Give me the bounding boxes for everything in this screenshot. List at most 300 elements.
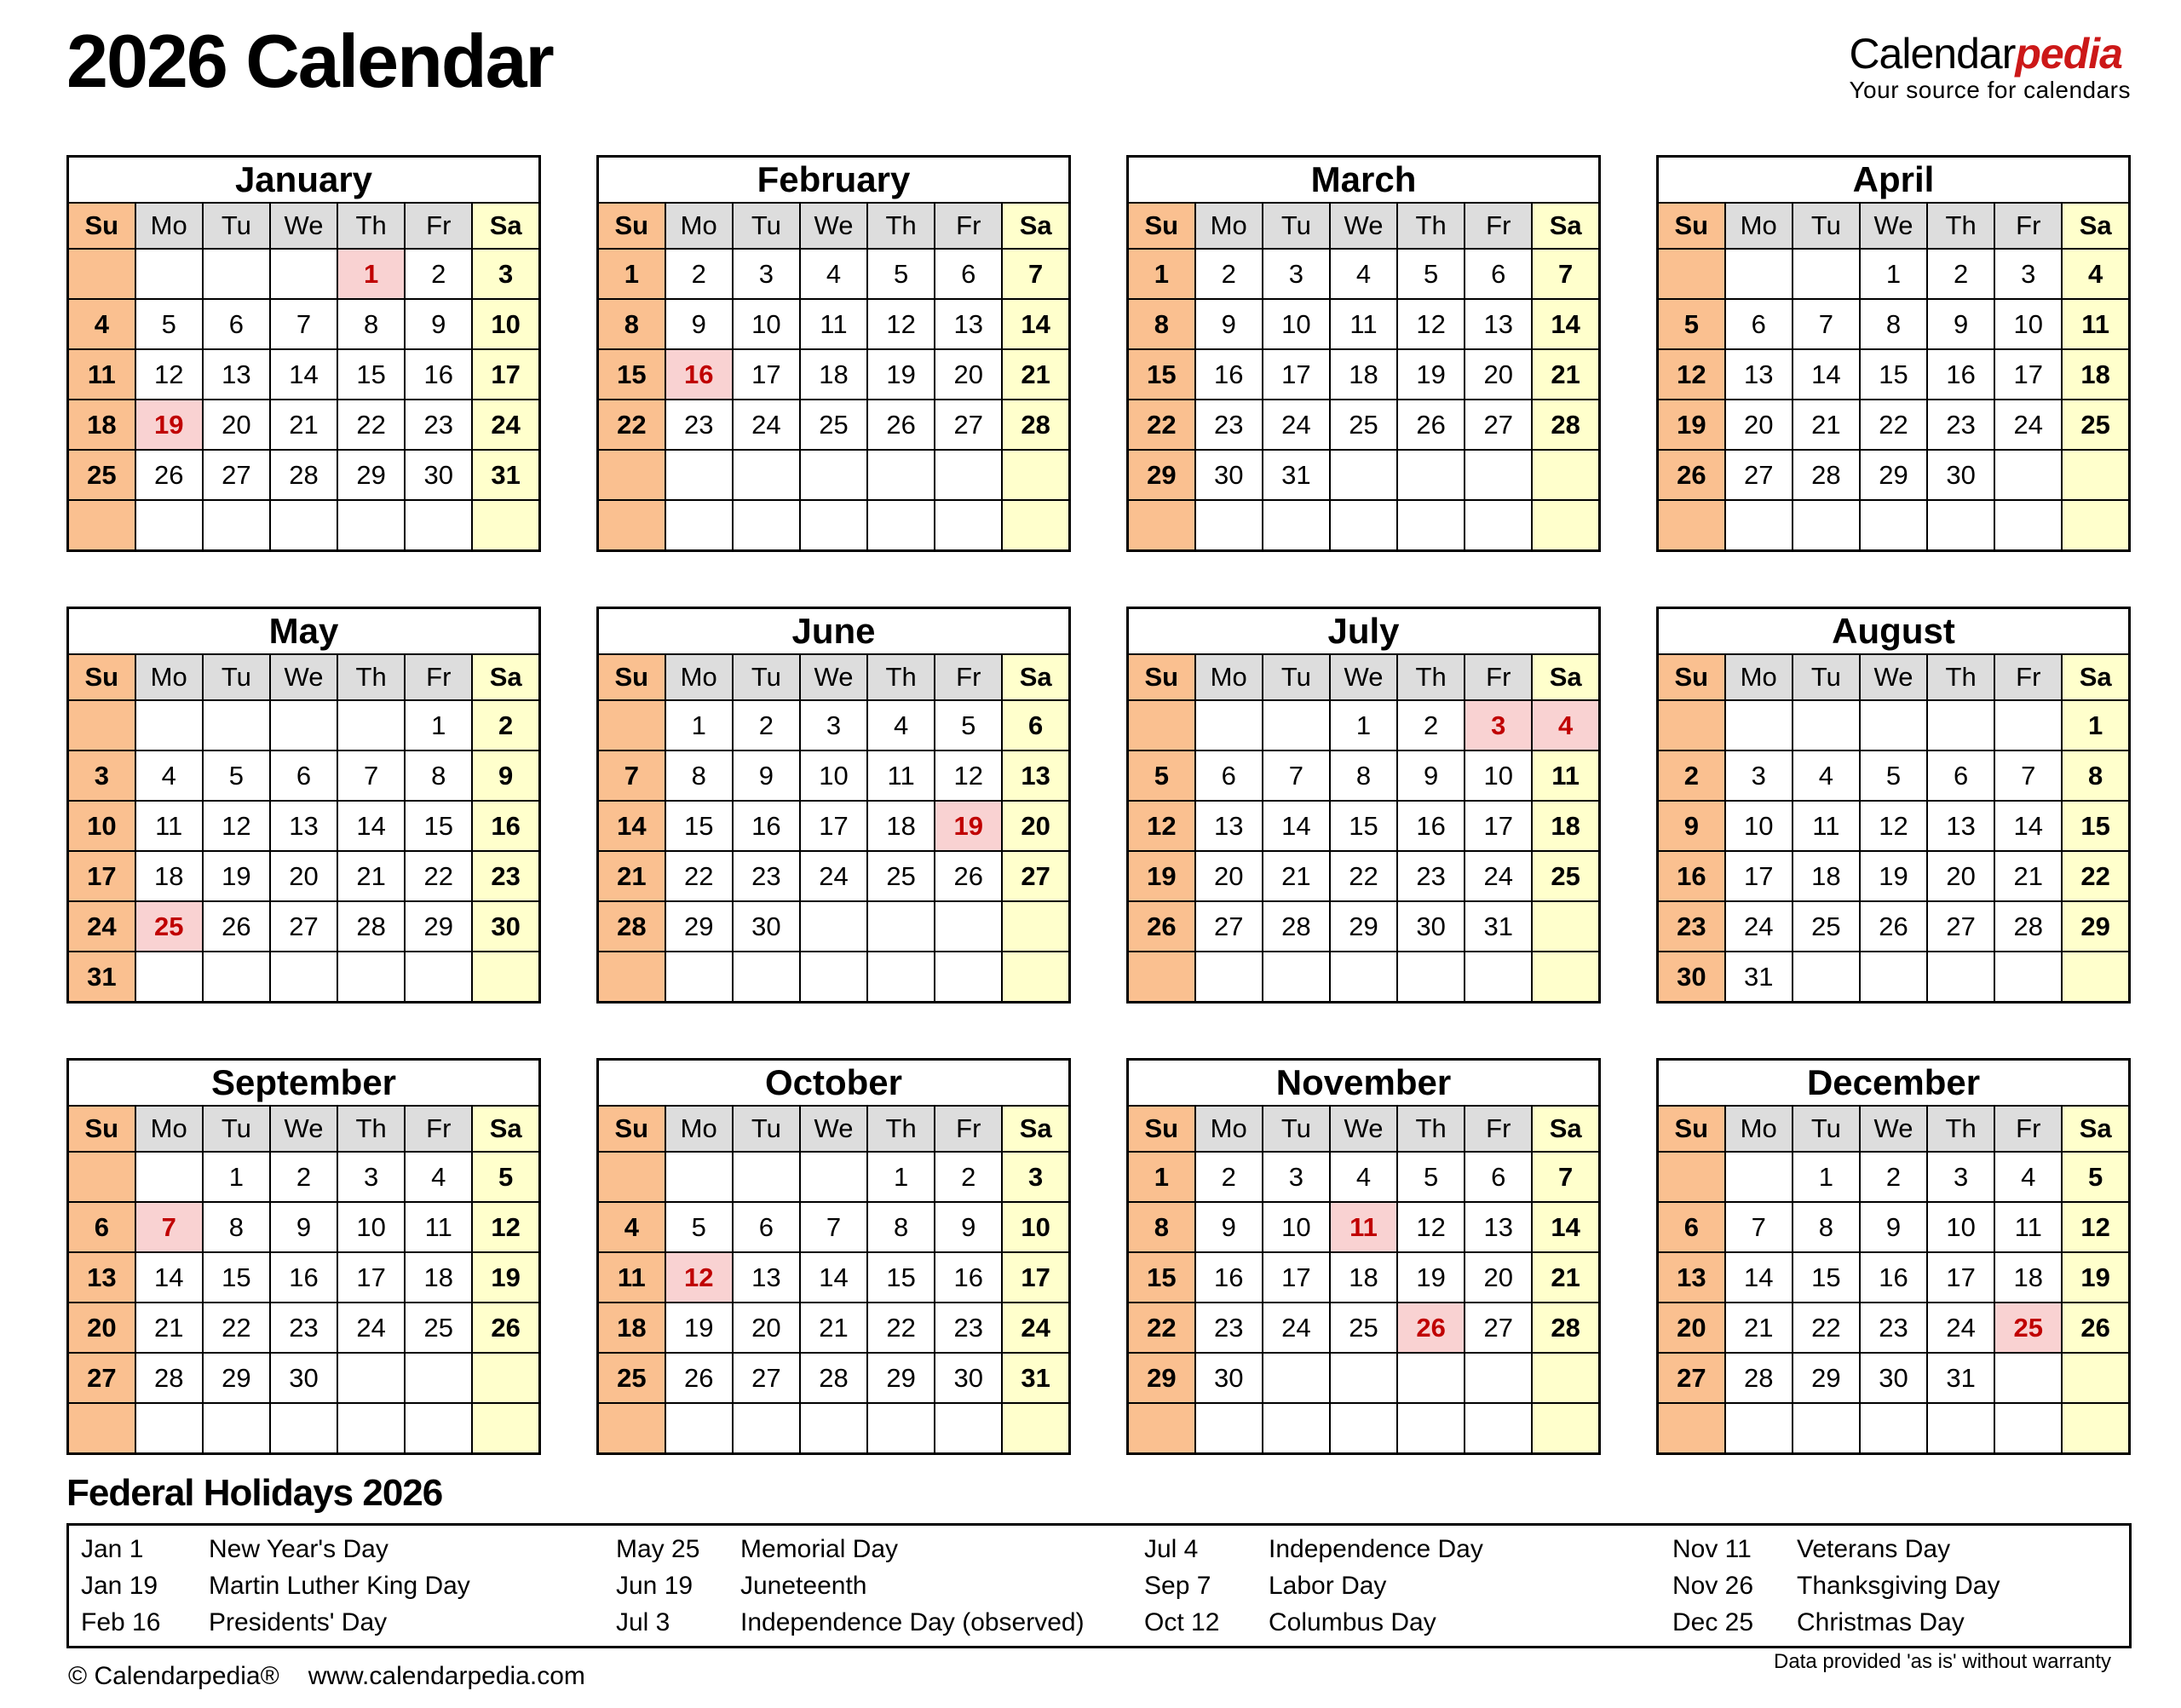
day-header-su: Su — [598, 1106, 665, 1152]
day-cell: 25 — [867, 851, 935, 901]
day-cell: 5 — [1860, 750, 1927, 801]
empty-day-cell — [1725, 249, 1793, 299]
day-cell: 8 — [2062, 750, 2129, 801]
empty-day-cell — [867, 901, 935, 952]
calendarpedia-logo — [1849, 24, 2131, 102]
day-header-tu: Tu — [733, 1106, 800, 1152]
day-cell: 4 — [867, 700, 935, 750]
holiday-name: Columbus Day — [1269, 1608, 1436, 1636]
empty-day-cell — [1725, 500, 1793, 551]
day-cell: 13 — [1725, 349, 1793, 400]
holiday-day-cell: 11 — [1330, 1202, 1397, 1252]
day-cell: 29 — [203, 1353, 270, 1403]
day-cell: 2 — [1927, 249, 1994, 299]
empty-day-cell — [1128, 952, 1195, 1003]
holiday-day-cell: 4 — [1532, 700, 1599, 750]
holiday-date: Jan 1 — [81, 1535, 144, 1563]
day-header-fr: Fr — [1465, 1106, 1532, 1152]
day-header-fr: Fr — [405, 203, 472, 249]
month-title: June — [598, 608, 1070, 655]
empty-day-cell — [1532, 901, 1599, 952]
day-cell: 9 — [1927, 299, 1994, 349]
empty-day-cell — [1465, 1353, 1532, 1403]
empty-day-cell — [1330, 1403, 1397, 1454]
day-cell: 27 — [1465, 400, 1532, 450]
day-header-th: Th — [867, 203, 935, 249]
day-cell: 3 — [1002, 1152, 1069, 1202]
empty-day-cell — [800, 450, 867, 500]
day-header-sa: Sa — [472, 203, 539, 249]
month-title: April — [1658, 157, 2130, 204]
day-cell: 28 — [1994, 901, 2062, 952]
day-header-mo: Mo — [135, 654, 203, 700]
day-header-mo: Mo — [135, 1106, 203, 1152]
day-cell: 5 — [2062, 1152, 2129, 1202]
empty-day-cell — [270, 500, 337, 551]
holiday-date: May 25 — [616, 1535, 700, 1563]
day-cell: 15 — [1128, 349, 1195, 400]
day-cell: 2 — [405, 249, 472, 299]
empty-day-cell — [1927, 1403, 1994, 1454]
holiday-day-cell: 19 — [935, 801, 1002, 851]
empty-day-cell — [472, 500, 539, 551]
day-cell: 22 — [665, 851, 733, 901]
day-header-we: We — [270, 203, 337, 249]
day-cell: 25 — [2062, 400, 2129, 450]
day-cell: 10 — [1994, 299, 2062, 349]
day-header-fr: Fr — [935, 203, 1002, 249]
empty-day-cell — [135, 500, 203, 551]
day-cell: 3 — [68, 750, 135, 801]
day-cell: 6 — [1195, 750, 1263, 801]
day-cell: 20 — [1927, 851, 1994, 901]
page-header — [0, 0, 2181, 128]
day-header-su: Su — [598, 203, 665, 249]
day-cell: 14 — [270, 349, 337, 400]
day-cell: 28 — [1532, 400, 1599, 450]
empty-day-cell — [1725, 1152, 1793, 1202]
day-cell: 8 — [1793, 1202, 1860, 1252]
day-cell: 8 — [337, 299, 405, 349]
day-cell: 27 — [1465, 1303, 1532, 1353]
day-cell: 3 — [800, 700, 867, 750]
empty-day-cell — [665, 1152, 733, 1202]
empty-day-cell — [733, 450, 800, 500]
day-cell: 13 — [1002, 750, 1069, 801]
day-cell: 10 — [472, 299, 539, 349]
day-header-sa: Sa — [1532, 654, 1599, 700]
holiday-date: Nov 11 — [1672, 1535, 1752, 1563]
empty-day-cell — [337, 1353, 405, 1403]
day-cell: 23 — [1927, 400, 1994, 450]
day-header-mo: Mo — [1725, 1106, 1793, 1152]
day-cell: 24 — [1927, 1303, 1994, 1353]
empty-day-cell — [68, 1152, 135, 1202]
day-cell: 9 — [1658, 801, 1725, 851]
day-cell: 2 — [472, 700, 539, 750]
day-cell: 17 — [1994, 349, 2062, 400]
day-cell: 8 — [405, 750, 472, 801]
day-cell: 25 — [68, 450, 135, 500]
day-cell: 31 — [68, 952, 135, 1003]
day-cell: 30 — [1860, 1353, 1927, 1403]
day-cell: 24 — [472, 400, 539, 450]
empty-day-cell — [2062, 450, 2129, 500]
day-cell: 2 — [270, 1152, 337, 1202]
empty-day-cell — [1860, 952, 1927, 1003]
day-header-fr: Fr — [1994, 1106, 2062, 1152]
day-header-mo: Mo — [1195, 1106, 1263, 1152]
day-cell: 13 — [1465, 1202, 1532, 1252]
empty-day-cell — [1860, 700, 1927, 750]
empty-day-cell — [135, 249, 203, 299]
day-cell: 5 — [203, 750, 270, 801]
day-cell: 20 — [68, 1303, 135, 1353]
day-header-we: We — [1860, 1106, 1927, 1152]
empty-day-cell — [935, 952, 1002, 1003]
empty-day-cell — [1994, 1353, 2062, 1403]
day-cell: 3 — [337, 1152, 405, 1202]
empty-day-cell — [68, 700, 135, 750]
month-title: January — [68, 157, 540, 204]
empty-day-cell — [1793, 700, 1860, 750]
day-cell: 16 — [270, 1252, 337, 1303]
empty-day-cell — [733, 1152, 800, 1202]
day-cell: 25 — [1330, 400, 1397, 450]
day-cell: 16 — [1658, 851, 1725, 901]
day-cell: 8 — [1128, 299, 1195, 349]
month-calendar-august — [1656, 607, 2131, 1004]
day-cell: 12 — [1397, 1202, 1465, 1252]
holiday-day-cell: 3 — [1465, 700, 1532, 750]
empty-day-cell — [203, 500, 270, 551]
empty-day-cell — [598, 450, 665, 500]
day-cell: 22 — [1128, 1303, 1195, 1353]
day-header-tu: Tu — [733, 203, 800, 249]
empty-day-cell — [68, 249, 135, 299]
day-cell: 28 — [598, 901, 665, 952]
day-cell: 24 — [800, 851, 867, 901]
empty-day-cell — [1195, 700, 1263, 750]
day-cell: 15 — [2062, 801, 2129, 851]
day-header-we: We — [1330, 1106, 1397, 1152]
day-cell: 27 — [270, 901, 337, 952]
day-cell: 16 — [1860, 1252, 1927, 1303]
day-cell: 30 — [1927, 450, 1994, 500]
day-cell: 10 — [68, 801, 135, 851]
day-cell: 25 — [1330, 1303, 1397, 1353]
copyright-text: © Calendarpedia® — [68, 1662, 279, 1690]
day-cell: 13 — [1927, 801, 1994, 851]
day-cell: 28 — [1725, 1353, 1793, 1403]
day-cell: 15 — [598, 349, 665, 400]
empty-day-cell — [337, 952, 405, 1003]
day-cell: 1 — [2062, 700, 2129, 750]
day-cell: 12 — [472, 1202, 539, 1252]
page-title: 2026 Calendar — [66, 19, 553, 103]
day-cell: 21 — [1263, 851, 1330, 901]
day-cell: 30 — [1195, 1353, 1263, 1403]
day-cell: 11 — [135, 801, 203, 851]
holiday-date: Jan 19 — [81, 1572, 158, 1600]
empty-day-cell — [1330, 450, 1397, 500]
day-cell: 19 — [867, 349, 935, 400]
day-cell: 1 — [1860, 249, 1927, 299]
day-cell: 22 — [1793, 1303, 1860, 1353]
day-cell: 6 — [1658, 1202, 1725, 1252]
empty-day-cell — [203, 1403, 270, 1454]
day-cell: 28 — [1263, 901, 1330, 952]
day-cell: 12 — [867, 299, 935, 349]
day-header-sa: Sa — [2062, 654, 2129, 700]
day-cell: 28 — [1793, 450, 1860, 500]
day-cell: 18 — [405, 1252, 472, 1303]
day-cell: 30 — [935, 1353, 1002, 1403]
day-header-sa: Sa — [1002, 203, 1069, 249]
empty-day-cell — [1002, 952, 1069, 1003]
day-cell: 2 — [1195, 249, 1263, 299]
empty-day-cell — [1128, 700, 1195, 750]
empty-day-cell — [1465, 500, 1532, 551]
day-cell: 18 — [800, 349, 867, 400]
day-cell: 5 — [1128, 750, 1195, 801]
day-cell: 26 — [2062, 1303, 2129, 1353]
day-cell: 19 — [203, 851, 270, 901]
day-cell: 8 — [203, 1202, 270, 1252]
day-header-we: We — [1330, 654, 1397, 700]
empty-day-cell — [867, 952, 935, 1003]
day-cell: 21 — [800, 1303, 867, 1353]
empty-day-cell — [1532, 500, 1599, 551]
empty-day-cell — [1128, 500, 1195, 551]
day-cell: 9 — [1195, 1202, 1263, 1252]
empty-day-cell — [800, 1152, 867, 1202]
day-header-tu: Tu — [1263, 1106, 1330, 1152]
day-cell: 1 — [405, 700, 472, 750]
day-cell: 3 — [1263, 1152, 1330, 1202]
month-title: September — [68, 1060, 540, 1107]
empty-day-cell — [1002, 450, 1069, 500]
day-cell: 1 — [1793, 1152, 1860, 1202]
holiday-date: Jul 4 — [1144, 1535, 1199, 1563]
empty-day-cell — [2062, 1353, 2129, 1403]
empty-day-cell — [1658, 1152, 1725, 1202]
day-cell: 15 — [405, 801, 472, 851]
day-cell: 14 — [337, 801, 405, 851]
day-cell: 25 — [1532, 851, 1599, 901]
empty-day-cell — [135, 952, 203, 1003]
day-header-sa: Sa — [2062, 203, 2129, 249]
day-cell: 5 — [867, 249, 935, 299]
empty-day-cell — [1465, 952, 1532, 1003]
day-cell: 11 — [68, 349, 135, 400]
month-title: August — [1658, 608, 2130, 655]
holiday-name: Juneteenth — [740, 1572, 867, 1600]
day-cell: 20 — [1465, 1252, 1532, 1303]
day-cell: 14 — [800, 1252, 867, 1303]
day-cell: 12 — [1860, 801, 1927, 851]
day-header-su: Su — [68, 1106, 135, 1152]
day-header-fr: Fr — [1465, 654, 1532, 700]
holiday-day-cell: 7 — [135, 1202, 203, 1252]
empty-day-cell — [1002, 500, 1069, 551]
day-cell: 24 — [337, 1303, 405, 1353]
month-calendar-february — [596, 155, 1071, 552]
day-cell: 30 — [270, 1353, 337, 1403]
day-cell: 29 — [1128, 1353, 1195, 1403]
day-cell: 1 — [203, 1152, 270, 1202]
day-cell: 14 — [1994, 801, 2062, 851]
day-header-we: We — [270, 1106, 337, 1152]
day-cell: 25 — [598, 1353, 665, 1403]
day-cell: 7 — [1532, 249, 1599, 299]
empty-day-cell — [1658, 1403, 1725, 1454]
day-cell: 9 — [665, 299, 733, 349]
day-cell: 2 — [733, 700, 800, 750]
day-cell: 10 — [1002, 1202, 1069, 1252]
holiday-day-cell: 25 — [135, 901, 203, 952]
day-cell: 21 — [598, 851, 665, 901]
day-cell: 26 — [203, 901, 270, 952]
day-cell: 4 — [800, 249, 867, 299]
day-cell: 12 — [935, 750, 1002, 801]
empty-day-cell — [1263, 1353, 1330, 1403]
day-cell: 1 — [665, 700, 733, 750]
day-cell: 16 — [472, 801, 539, 851]
day-cell: 31 — [472, 450, 539, 500]
day-header-fr: Fr — [1994, 203, 2062, 249]
empty-day-cell — [1002, 901, 1069, 952]
empty-day-cell — [867, 500, 935, 551]
day-cell: 16 — [733, 801, 800, 851]
day-cell: 9 — [405, 299, 472, 349]
day-cell: 18 — [867, 801, 935, 851]
day-cell: 14 — [1532, 1202, 1599, 1252]
logo-wordmark — [1849, 30, 2131, 78]
holiday-date: Sep 7 — [1144, 1572, 1211, 1600]
day-cell: 29 — [337, 450, 405, 500]
empty-day-cell — [405, 1353, 472, 1403]
month-title: July — [1128, 608, 1600, 655]
empty-day-cell — [135, 700, 203, 750]
day-header-mo: Mo — [665, 203, 733, 249]
day-header-we: We — [270, 654, 337, 700]
empty-day-cell — [1195, 1403, 1263, 1454]
day-cell: 16 — [405, 349, 472, 400]
day-header-tu: Tu — [203, 203, 270, 249]
day-cell: 27 — [1002, 851, 1069, 901]
day-header-sa: Sa — [472, 654, 539, 700]
day-cell: 27 — [935, 400, 1002, 450]
holiday-day-cell: 1 — [337, 249, 405, 299]
day-cell: 3 — [472, 249, 539, 299]
day-cell: 1 — [1128, 1152, 1195, 1202]
month-calendar-september — [66, 1058, 541, 1455]
day-header-th: Th — [337, 1106, 405, 1152]
day-cell: 23 — [405, 400, 472, 450]
empty-day-cell — [935, 450, 1002, 500]
day-cell: 27 — [1658, 1353, 1725, 1403]
day-cell: 9 — [472, 750, 539, 801]
day-cell: 11 — [1793, 801, 1860, 851]
day-cell: 10 — [1927, 1202, 1994, 1252]
day-cell: 6 — [1465, 1152, 1532, 1202]
holiday-date: Jul 3 — [616, 1608, 670, 1636]
day-cell: 4 — [135, 750, 203, 801]
day-header-tu: Tu — [1263, 654, 1330, 700]
day-header-we: We — [1860, 203, 1927, 249]
day-cell: 8 — [598, 299, 665, 349]
day-header-sa: Sa — [2062, 1106, 2129, 1152]
day-cell: 4 — [1793, 750, 1860, 801]
day-cell: 10 — [337, 1202, 405, 1252]
day-cell: 16 — [1927, 349, 1994, 400]
empty-day-cell — [1532, 450, 1599, 500]
day-header-mo: Mo — [135, 203, 203, 249]
day-cell: 15 — [1128, 1252, 1195, 1303]
month-calendar-november — [1126, 1058, 1601, 1455]
empty-day-cell — [1793, 500, 1860, 551]
day-header-tu: Tu — [1793, 1106, 1860, 1152]
empty-day-cell — [867, 1403, 935, 1454]
empty-day-cell — [1465, 450, 1532, 500]
holiday-name: Veterans Day — [1797, 1535, 1951, 1563]
day-cell: 28 — [1532, 1303, 1599, 1353]
day-cell: 4 — [598, 1202, 665, 1252]
day-cell: 30 — [472, 901, 539, 952]
day-cell: 26 — [1128, 901, 1195, 952]
empty-day-cell — [2062, 952, 2129, 1003]
day-cell: 16 — [935, 1252, 1002, 1303]
empty-day-cell — [1994, 500, 2062, 551]
day-cell: 12 — [1128, 801, 1195, 851]
day-header-we: We — [800, 203, 867, 249]
day-cell: 26 — [472, 1303, 539, 1353]
month-calendar-march — [1126, 155, 1601, 552]
day-cell: 20 — [1002, 801, 1069, 851]
empty-day-cell — [1994, 700, 2062, 750]
day-cell: 27 — [1195, 901, 1263, 952]
day-cell: 28 — [337, 901, 405, 952]
holiday-date: Feb 16 — [81, 1608, 161, 1636]
day-cell: 4 — [1330, 1152, 1397, 1202]
day-header-th: Th — [1927, 654, 1994, 700]
empty-day-cell — [1793, 1403, 1860, 1454]
empty-day-cell — [1994, 952, 2062, 1003]
day-cell: 27 — [203, 450, 270, 500]
empty-day-cell — [1860, 1403, 1927, 1454]
day-cell: 9 — [1860, 1202, 1927, 1252]
empty-day-cell — [598, 952, 665, 1003]
empty-day-cell — [1263, 952, 1330, 1003]
day-cell: 13 — [68, 1252, 135, 1303]
day-cell: 4 — [1330, 249, 1397, 299]
empty-day-cell — [2062, 1403, 2129, 1454]
day-header-th: Th — [1397, 1106, 1465, 1152]
day-cell: 20 — [270, 851, 337, 901]
day-cell: 8 — [1128, 1202, 1195, 1252]
day-cell: 23 — [665, 400, 733, 450]
day-cell: 18 — [2062, 349, 2129, 400]
day-cell: 27 — [1927, 901, 1994, 952]
day-cell: 8 — [867, 1202, 935, 1252]
empty-day-cell — [598, 700, 665, 750]
day-header-th: Th — [1927, 1106, 1994, 1152]
empty-day-cell — [733, 1403, 800, 1454]
day-cell: 20 — [1195, 851, 1263, 901]
day-cell: 29 — [665, 901, 733, 952]
day-cell: 8 — [1330, 750, 1397, 801]
